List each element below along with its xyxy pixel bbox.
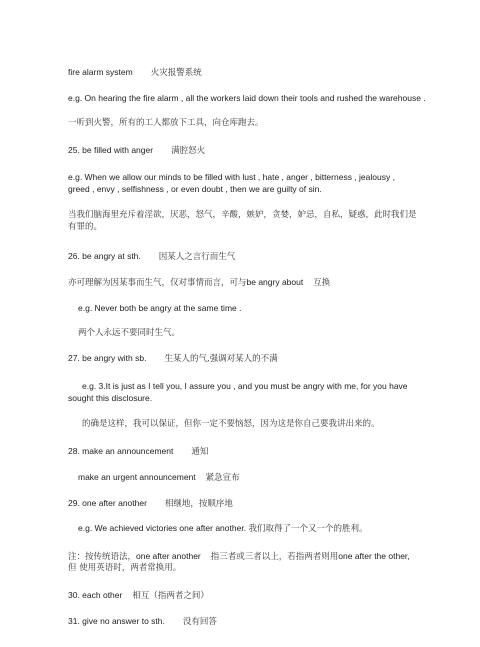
- entry-28-sub: [78, 471, 240, 484]
- example-en: e.g. On hearing the fire alarm , all the workers laid down their tools and rushed the warehouse .: [68, 93, 426, 103]
- entry-meaning: 生某人的气,强调对某人的不满: [164, 354, 278, 364]
- entry-meaning: 通知: [191, 447, 209, 457]
- example-en: e.g. 3.It is just as I tell you, I assure you , and you must be angry with me, for you have sought this disclosure.: [68, 381, 408, 403]
- entry-28: [68, 445, 208, 458]
- note-term: be angry about: [246, 277, 304, 287]
- entry-26: [68, 250, 235, 263]
- example-en: e.g. We achieved victories one after another.: [78, 523, 247, 533]
- entry-meaning: 火灾报警系统: [150, 68, 202, 78]
- example-29: [78, 522, 367, 535]
- entry-meaning: 满腔怒火: [171, 146, 206, 156]
- entry-31: [68, 615, 217, 628]
- entry-term: fire alarm system: [68, 67, 133, 77]
- note-text: 亦可理解为因某事而生气，仅对事情而言，可与: [68, 278, 247, 288]
- entry-meaning: 相继地，按顺序地: [164, 499, 233, 509]
- entry-term: 27. be angry with sb.: [68, 353, 147, 363]
- entry-term: 28. make an announcement: [68, 446, 174, 456]
- entry-29: [68, 497, 233, 510]
- entry-term: make an urgent announcement: [78, 472, 196, 482]
- example-cn: 两个人永远不要同时生气。: [78, 328, 181, 338]
- note-text: 指三者或三者以上，若指两者则用: [210, 552, 339, 562]
- entry-25: [68, 144, 205, 157]
- note-term: one after another: [136, 551, 201, 561]
- note-text: 但 使用英语时，两者常换用。: [68, 563, 182, 573]
- entry-30: [68, 589, 209, 602]
- example-cn: 我们取得了一个又一个的胜利。: [248, 524, 368, 534]
- example-cn: 的确是这样，我可以保证，但你一定不要恼怒，因为这是你自己要我讲出来的。: [82, 419, 380, 429]
- example-en: e.g. Never both be angry at the same time .: [78, 303, 242, 313]
- note-text: 注：按传统语法，: [68, 552, 137, 562]
- example-cn: 一听到火警，所有的工人都放下工具，向仓库跑去。: [68, 118, 264, 128]
- note-26: [68, 276, 330, 289]
- example-en: e.g. When we allow our minds to be filled with lust , hate , anger , bitterness , jealousy , greed , envy , selfishness , or even doubt , then we are guilty of sin.: [68, 172, 395, 194]
- entry-meaning: 没有回答: [182, 617, 217, 627]
- entry-meaning: 相互（指两者之间）: [132, 591, 209, 601]
- note-term: one after the other,: [338, 551, 410, 561]
- entry-term: 25. be filled with anger: [68, 145, 154, 155]
- example-cn: 当我们脑海里充斥着淫欲，厌恶，怒气，辛酸，嫉妒，贪婪，妒忌，自私，疑惑，此时我们是有罪的。: [68, 210, 417, 232]
- entry-meaning: 因某人之言行而生气: [158, 252, 236, 262]
- entry-27: [68, 352, 278, 365]
- entry-term: 30. each other: [68, 590, 123, 600]
- entry-term: 31. give no answer to sth.: [68, 616, 165, 626]
- note-text: 互换: [313, 278, 331, 288]
- entry-term: 29. one after another: [68, 498, 147, 508]
- entry-meaning: 紧急宣布: [205, 473, 240, 483]
- entry-term: 26. be angry at sth.: [68, 251, 141, 261]
- entry-fire-alarm: [68, 66, 202, 79]
